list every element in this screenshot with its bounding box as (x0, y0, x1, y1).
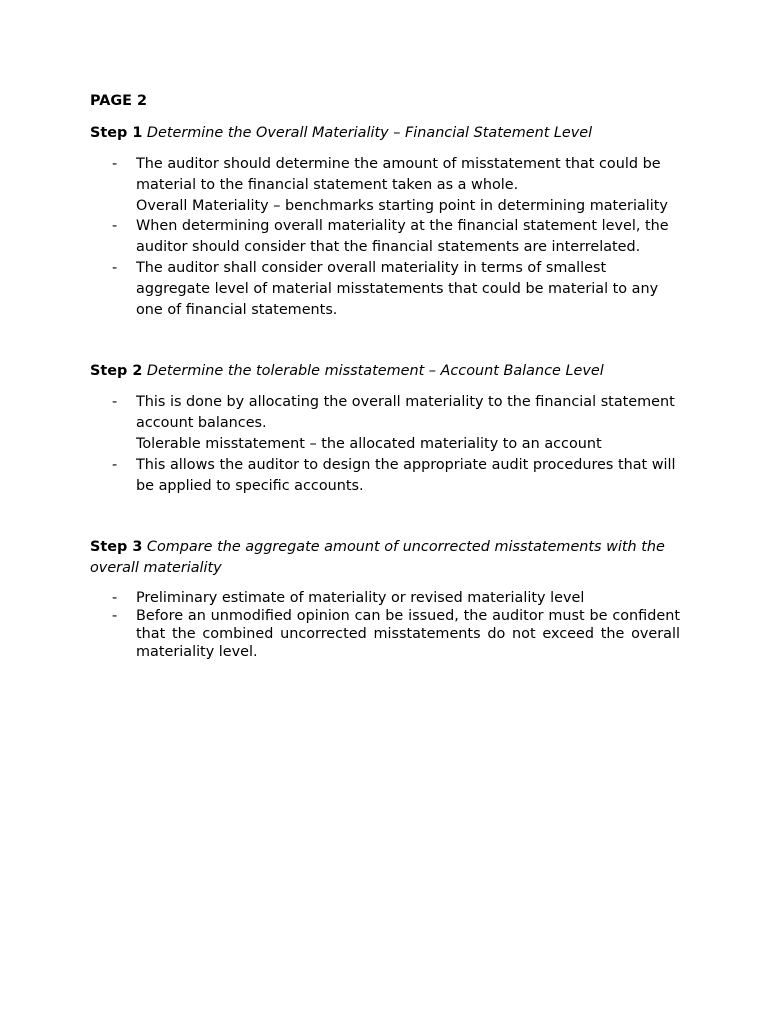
bullet-text: The auditor should determine the amount of misstatement that could be material to the financial statement taken as a whole. (136, 156, 661, 193)
step-1-heading (90, 123, 680, 144)
page-title: PAGE 2 (90, 93, 148, 109)
list-item (90, 216, 680, 258)
list-item (90, 258, 680, 320)
bullet-dash: - (112, 608, 118, 625)
bullet-text: Overall Materiality – benchmarks starting point in determining materiality (136, 197, 668, 214)
bullet-dash: - (112, 456, 118, 473)
step-1-description: Determine the Overall Materiality – Financial Statement Level (146, 125, 593, 141)
list-item (90, 589, 680, 607)
step-1-bullet-list (90, 154, 680, 320)
step-1-label: Step 1 (90, 125, 143, 141)
list-item (90, 154, 680, 216)
bullet-text: The auditor shall consider overall materiality in terms of smallest aggregate level of material misstatements that could be material to any one of financial statements. (136, 259, 659, 318)
list-item (90, 607, 680, 661)
bullet-text: When determining overall materiality at the financial statement level, the auditor should consider that the financial statements are interrelated. (136, 218, 669, 256)
step-2-description: Determine the tolerable misstatement – Account Balance Level (146, 363, 604, 380)
step-2-label: Step 2 (90, 363, 143, 380)
bullet-text: This is done by allocating the overall materiality to the financial statement account balances. (136, 394, 675, 432)
document-page (90, 91, 680, 661)
step-3-label: Step 3 (90, 539, 143, 556)
bullet-dash: - (112, 590, 118, 607)
bullet-text: Before an unmodified opinion can be issued, the auditor must be confident that the combined uncorrected misstatements do not exceed the overall materiality level. (136, 608, 680, 661)
step-2-heading (90, 361, 680, 382)
bullet-text: Preliminary estimate of materiality or revised materiality level (136, 590, 585, 607)
list-item (90, 455, 680, 497)
bullet-dash: - (112, 259, 118, 276)
step-2-section (90, 361, 680, 496)
bullet-dash: - (112, 394, 118, 411)
step-3-heading (90, 537, 680, 579)
step-3-description: Compare the aggregate amount of uncorrected misstatements with the overall materiality (90, 539, 665, 577)
step-1-section (90, 123, 680, 320)
step-3-section (90, 537, 680, 661)
bullet-text: This allows the auditor to design the appropriate audit procedures that will be applied to specific accounts. (136, 456, 676, 494)
step-2-bullet-list (90, 392, 680, 496)
step-3-bullet-list (90, 589, 680, 661)
bullet-text: Tolerable misstatement – the allocated materiality to an account (136, 435, 602, 452)
bullet-dash: - (112, 218, 118, 235)
bullet-dash: - (112, 156, 118, 172)
list-item (90, 392, 680, 454)
